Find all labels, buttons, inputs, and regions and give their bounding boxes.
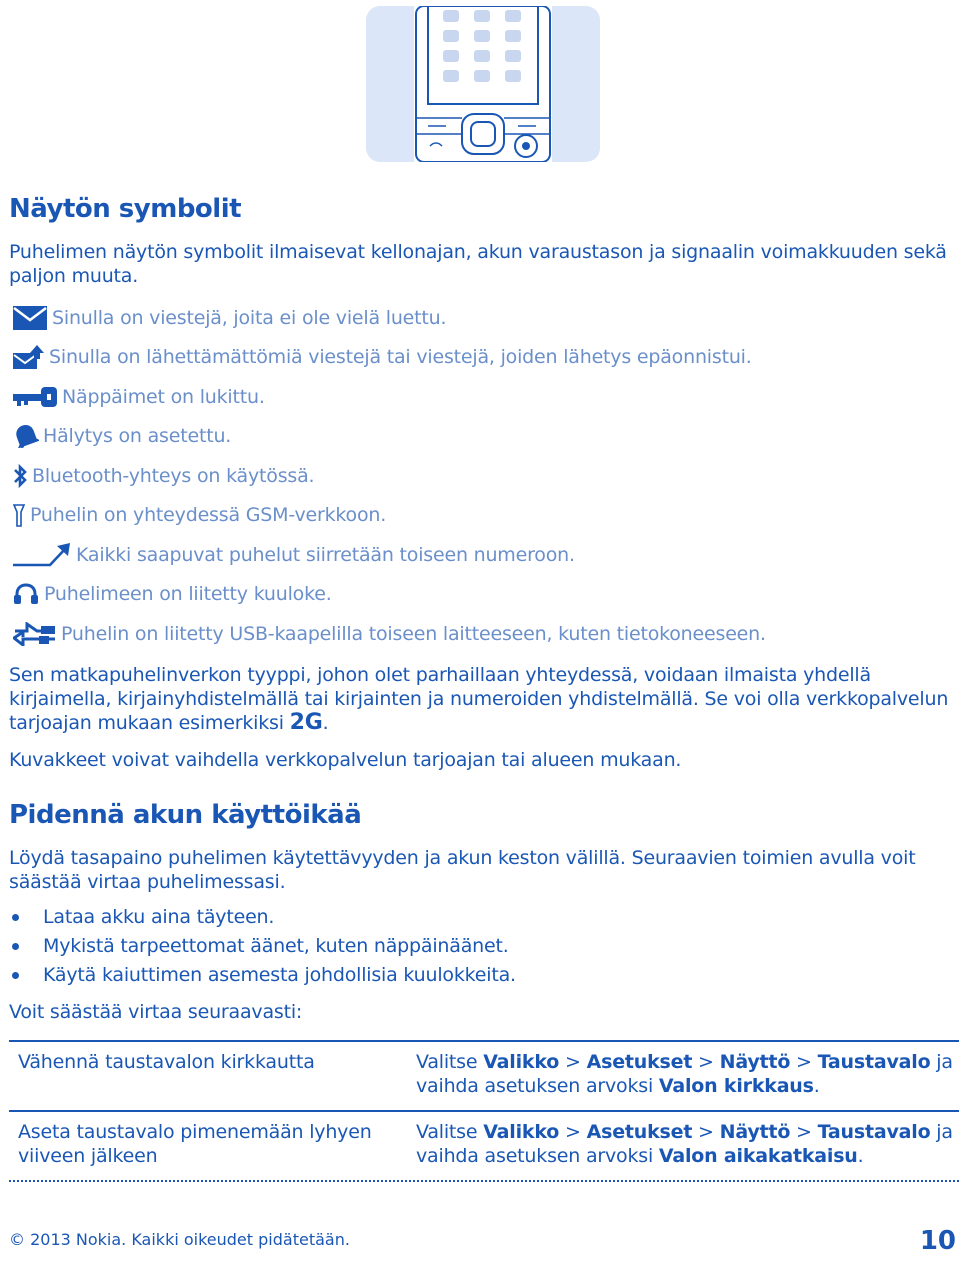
instruction-text: vaihda asetuksen arvoksi [416, 1075, 654, 1097]
power-saving-table [9, 1040, 959, 1182]
menu-path-naytto: Näyttö [719, 1051, 791, 1073]
symbol-row [8, 421, 231, 451]
copyright: © 2013 Nokia. Kaikki oikeudet pidätetään. [9, 1230, 350, 1249]
setting-value: Valon kirkkaus [658, 1075, 814, 1097]
instruction-end: . [857, 1145, 864, 1167]
symbol-row [8, 382, 265, 412]
symbol-text: Puhelin on yhteydessä GSM-verkkoon. [30, 504, 387, 526]
symbol-row [8, 461, 314, 491]
symbol-row [8, 619, 766, 649]
call-divert-icon [8, 542, 76, 568]
menu-path-valikko: Valikko [483, 1051, 560, 1073]
menu-path-taustavalo: Taustavalo [817, 1051, 931, 1073]
bell-icon [8, 424, 43, 448]
table-row [9, 1110, 959, 1182]
menu-path-taustavalo: Taustavalo [817, 1121, 931, 1143]
instruction-end: . [813, 1075, 820, 1097]
antenna-icon [8, 503, 30, 527]
list-item: Lataa akku aina täyteen. [9, 905, 516, 934]
symbol-text: Bluetooth-yhteys on käytössä. [32, 465, 315, 487]
instruction-text: Valitse [416, 1121, 478, 1143]
instruction-text: vaihda asetuksen arvoksi [416, 1145, 654, 1167]
section-heading-symbols: Näytön symbolit [9, 194, 242, 224]
path-separator: > [565, 1051, 581, 1073]
symbol-row [8, 579, 332, 609]
battery-intro-paragraph: Löydä tasapaino puhelimen käytettävyyden ja akun keston välillä. Seuraavien toimien avulla voit säästää virtaa puhelimessasi. [9, 847, 916, 893]
page-number: 10 [919, 1226, 956, 1256]
menu-path-valikko: Valikko [483, 1121, 560, 1143]
list-item: Mykistä tarpeettomat äänet, kuten näppäinäänet. [9, 934, 516, 963]
path-separator: > [565, 1121, 581, 1143]
table-cell-instructions [406, 1050, 959, 1098]
envelope-icon [8, 306, 52, 330]
usb-icon [8, 622, 61, 646]
menu-path-naytto: Näyttö [719, 1121, 791, 1143]
phone-illustration [366, 6, 600, 162]
network-type-text: Sen matkapuhelinverkon tyyppi, johon olet parhaillaan yhteydessä, voidaan ilmaista yhdellä kirjaimella, kirjainyhdistelmällä tai kirjainten ja numeroiden yhdistelmällä. Se voi olla verkkopalvelun tarjoajan mukaan esimerkiksi [9, 664, 949, 734]
symbol-text: Puhelin on liitetty USB-kaapelilla toiseen laitteeseen, kuten tietokoneeseen. [61, 623, 766, 645]
symbol-text: Sinulla on lähettämättömiä viestejä tai viestejä, joiden lähetys epäonnistui. [49, 346, 752, 368]
symbol-row [8, 303, 446, 333]
envelope-upload-icon [8, 345, 49, 369]
symbol-row [8, 540, 575, 570]
instruction-text: ja [936, 1051, 953, 1073]
intro-paragraph: Puhelimen näytön symbolit ilmaisevat kellonajan, akun varaustason ja signaalin voimakkuuden sekä paljon muuta. [9, 241, 947, 287]
symbol-text: Puhelimeen on liitetty kuuloke. [44, 583, 332, 605]
network-type-paragraph [9, 663, 959, 735]
table-cell-action: Aseta taustavalo pimenemään lyhyen viiveen jälkeen [18, 1121, 372, 1167]
path-separator: > [698, 1121, 714, 1143]
path-separator: > [796, 1121, 812, 1143]
key-icon [8, 385, 62, 409]
network-2g-indicator: 2G [289, 710, 323, 735]
table-intro: Voit säästää virtaa seuraavasti: [9, 1001, 303, 1023]
network-type-end: . [322, 712, 329, 734]
menu-path-asetukset: Asetukset [586, 1051, 693, 1073]
icons-note: Kuvakkeet voivat vaihdella verkkopalvelun tarjoajan tai alueen mukaan. [9, 749, 682, 771]
battery-tips-list [9, 905, 516, 992]
table-cell-instructions [406, 1120, 959, 1168]
list-item: Käytä kaiuttimen asemesta johdollisia kuulokkeita. [9, 963, 516, 992]
symbol-text: Hälytys on asetettu. [43, 425, 232, 447]
symbol-text: Kaikki saapuvat puhelut siirretään toiseen numeroon. [76, 544, 575, 566]
table-cell-action: Vähennä taustavalon kirkkautta [18, 1051, 315, 1073]
symbol-text: Näppäimet on lukittu. [62, 386, 265, 408]
symbol-row [8, 342, 752, 372]
setting-value: Valon aikakatkaisu [658, 1145, 858, 1167]
path-separator: > [796, 1051, 812, 1073]
bluetooth-icon [8, 464, 32, 488]
symbol-text: Sinulla on viestejä, joita ei ole vielä luettu. [52, 307, 447, 329]
table-row [9, 1040, 959, 1110]
instruction-text: Valitse [416, 1051, 478, 1073]
section-heading-battery: Pidennä akun käyttöikää [9, 800, 362, 830]
path-separator: > [698, 1051, 714, 1073]
instruction-text: ja [936, 1121, 953, 1143]
headset-icon [8, 583, 44, 605]
symbol-row [8, 500, 386, 530]
menu-path-asetukset: Asetukset [586, 1121, 693, 1143]
